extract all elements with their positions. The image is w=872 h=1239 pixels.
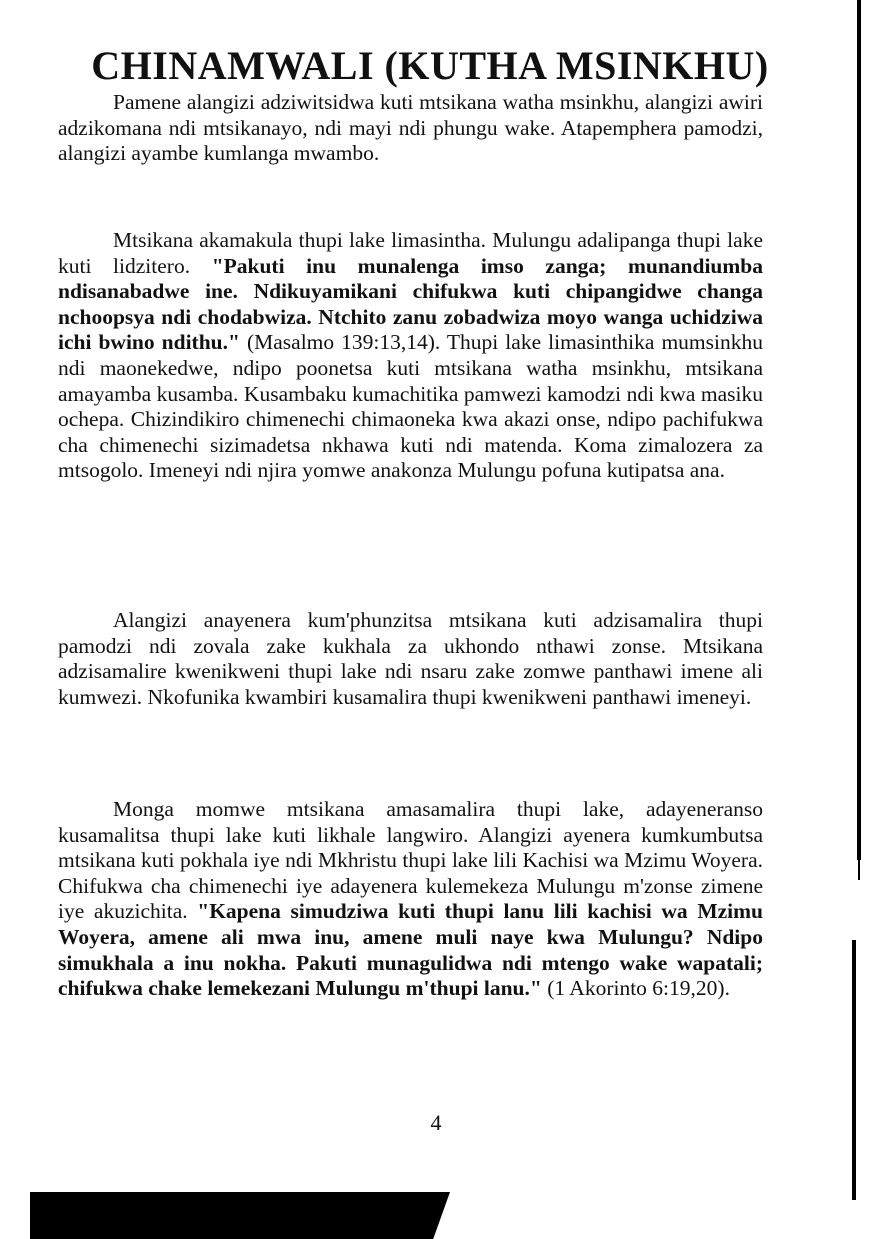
paragraph-4-text-end: (1 Akorinto 6:19,20). bbox=[541, 976, 730, 1001]
scan-edge-mark bbox=[852, 940, 856, 1200]
page-title: CHINAMWALI (KUTHA MSINKHU) bbox=[91, 43, 769, 88]
paragraph-2-text-start: Mtsikana akamakula thupi lake limasintha. Mulungu adalipanga thupi lake kuti lidzitero. bbox=[58, 228, 763, 278]
page-number: 4 bbox=[430, 1110, 442, 1135]
paragraph-4-text-start: Monga momwe mtsikana amasamalira thupi lake, adayeneranso kusamalitsa thupi lake kuti likhale langwiro. Alangizi ayenera kumkumbutsa mtsikana kuti pokhala iye ndi Mkhristu thupi lake lili Kachisi wa Mzimu Woyera. Chifukwa cha chimenechi iye adayenera kulemekeza Mulungu m'zonse zimene iye akuzichita. bbox=[58, 797, 763, 924]
paragraph-4 bbox=[58, 797, 763, 1002]
paragraph-3-text: Alangizi anayenera kum'phunzitsa mtsikana kuti adzisamalira thupi pamodzi ndi zovala zake kukhala za ukhondo nthawi zonse. Mtsikana adzisamalire kwenikweni thupi lake ndi nsaru zake zomwe panthawi imene ali kumwezi. Nkofunika kwambiri kusamalira thupi kwenikweni panthawi imeneyi. bbox=[58, 608, 763, 709]
corinthians-quote: "Kapena simudziwa kuti thupi lanu lili kachisi wa Mzimu Woyera, amene ali mwa inu, amene muli naye kwa Mulungu? Ndipo simukhala a inu nokha. Pakuti munagulidwa ndi mtengo wake wapatali; chifukwa chake lemekezani Mulungu m'thupi lanu." bbox=[58, 899, 763, 1001]
paragraph-3 bbox=[58, 608, 763, 710]
paragraph-2-text-end: (Masalmo 139:13,14). Thupi lake limasinthika mumsinkhu ndi maonekedwe, ndipo poonetsa kuti mtsikana watha msinkhu, mtsikana amayamba kusamba. Kusambaku kumachitika pamwezi kamodzi ndi kwa masiku ochepa. Chizindikiro chimenechi chimaoneka kwa akazi onse, ndipo pachifukwa cha chimenechi sizimadetsa nkhawa kuti ndi matenda. Koma zimalozera za mtsogolo. Imeneyi ndi njira yomwe anakonza Mulungu pofuna kutipatsa ana. bbox=[58, 330, 763, 483]
paragraph-1 bbox=[58, 90, 763, 167]
paragraph-1-text: Pamene alangizi adziwitsidwa kuti mtsikana watha msinkhu, alangizi awiri adzikomana ndi mtsikanayo, ndi mayi ndi phungu wake. Atapemphera pamodzi, alangizi ayambe kumlanga mwambo. bbox=[58, 90, 763, 166]
scan-edge-mark bbox=[858, 850, 860, 880]
paragraph-2 bbox=[58, 228, 763, 484]
psalm-quote: "Pakuti inu munalenga imso zanga; munandiumba ndisanabadwe ine. Ndikuyamikani chifukwa kuti chipangidwe changa nchoopsya ndi chodabwiza. Ntchito zanu zobadwiza moyo wanga uchidziwa ichi bwino ndithu." bbox=[58, 253, 763, 355]
scan-edge-line bbox=[857, 0, 861, 860]
scan-artifact-bar bbox=[30, 1192, 450, 1239]
